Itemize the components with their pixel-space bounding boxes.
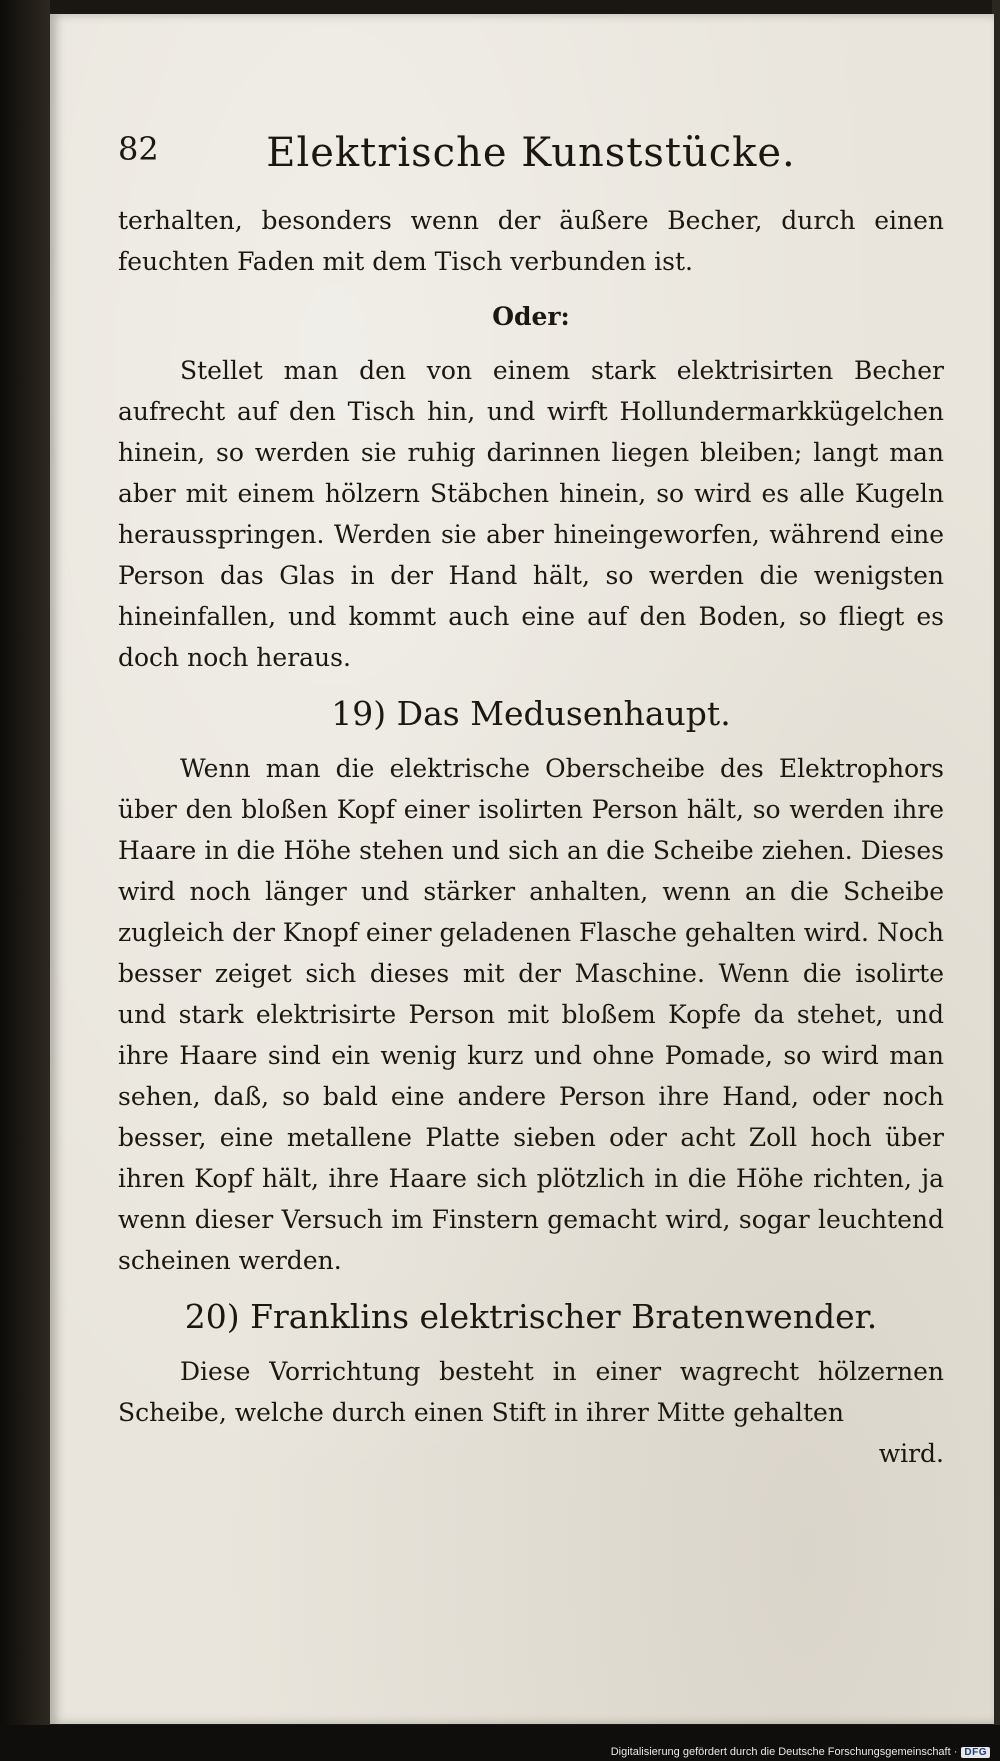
paragraph-medusenhaupt: Wenn man die elektrische Oberscheibe des Elektrophors über den bloßen Kopf einer isolirten Person hält, so werden ihre Haare in die Höhe stehen und sich an die Scheibe ziehen. Dieses wird noch länger und stärker anhalten, wenn an die Scheibe zugleich der Knopf einer geladenen Flasche gehalten wird. Noch besser zeiget sich dieses mit der Maschine. Wenn die isolirte und stark elektrisirte Person mit bloßem Kopfe da stehet, und ihre Haare sind ein wenig kurz und ohne Pomade, so wird man sehen, daß, so bald eine andere Person ihre Hand, oder noch besser, eine metallene Platte sieben oder acht Zoll hoch über ihren Kopf hält, ihre Haare sich plötzlich in die Höhe richten, ja wenn dieser Versuch im Finstern gemacht wird, sogar leuchtend scheinen werden.	[118, 754, 944, 1275]
running-title: Elektrische Kunststücke.	[266, 130, 796, 176]
dfg-logo-icon: DFG	[961, 1747, 990, 1758]
paragraph-becher: Stellet man den von einem stark elektrisirten Becher aufrecht auf den Tisch hin, und wirft Hollundermarkkügelchen hinein, so werden sie ruhig darinnen liegen bleiben; langt man aber mit einem hölzern Stäbchen hinein, so wird es alle Kugeln herausspringen. Werden sie aber hineingeworfen, während eine Person das Glas in der Hand hält, so werden die wenigsten hineinfallen, und kommt auch eine auf den Boden, so fliegt es doch noch heraus.	[118, 356, 944, 672]
page-content	[118, 130, 944, 1474]
dfg-credit-text: Digitalisierung gefördert durch die Deutsche Forschungsgemeinschaft ·	[610, 1746, 958, 1758]
footer-bar	[0, 1725, 1000, 1761]
section-title-20: 20) Franklins elektrischer Bratenwender.	[184, 1297, 878, 1336]
paragraph-bratenwender: Diese Vorrichtung besteht in einer wagrecht hölzernen Scheibe, welche durch einen Stift in ihrer Mitte gehalten	[118, 1357, 944, 1427]
dfg-credit	[611, 1746, 990, 1758]
body-text	[118, 200, 944, 1474]
page-header	[118, 130, 944, 200]
scan-left-border	[0, 0, 50, 1761]
page-number: 82	[118, 130, 159, 168]
section-title-19: 19) Das Medusenhaupt.	[331, 694, 731, 733]
catchword: wird.	[878, 1439, 944, 1468]
paragraph-continuation: terhalten, besonders wenn der äußere Becher, durch einen feuchten Faden mit dem Tisch verbunden ist.	[118, 206, 944, 276]
subheading-oder: Oder:	[492, 302, 570, 331]
